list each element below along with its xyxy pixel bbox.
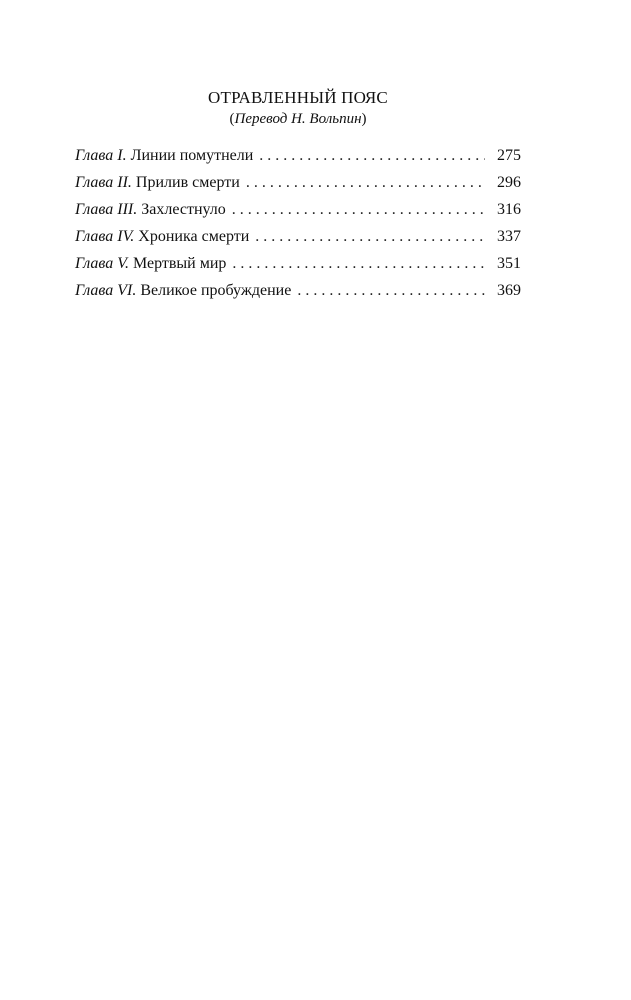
dot-leader bbox=[232, 250, 485, 277]
chapter-title: Прилив смерти bbox=[135, 174, 240, 191]
chapter-title: Линии помутнели bbox=[130, 147, 254, 164]
dot-leader bbox=[232, 196, 485, 223]
chapter-page-number: 275 bbox=[497, 147, 521, 164]
chapter-page-number: 351 bbox=[497, 255, 521, 272]
chapter-title: Мертвый мир bbox=[132, 255, 227, 272]
chapter-entry bbox=[75, 250, 521, 277]
dot-leader bbox=[246, 169, 485, 196]
chapter-prefix: Глава III. bbox=[75, 201, 138, 218]
chapter-entry bbox=[75, 223, 521, 250]
chapter-prefix: Глава V. bbox=[75, 255, 129, 272]
translator-open-paren: ( bbox=[229, 111, 235, 127]
translator-close-paren: ) bbox=[361, 111, 367, 127]
chapter-entry bbox=[75, 169, 521, 196]
chapter-title: Захлестнуло bbox=[141, 201, 226, 218]
dot-leader bbox=[297, 277, 485, 304]
translator-credit bbox=[75, 110, 521, 128]
dot-leader bbox=[255, 223, 485, 250]
dot-leader bbox=[259, 142, 485, 169]
chapter-page-number: 296 bbox=[497, 174, 521, 191]
section-title: ОТРАВЛЕННЫЙ ПОЯС bbox=[208, 88, 388, 107]
chapter-entry bbox=[75, 142, 521, 169]
translator-label: Перевод Н. Вольпин bbox=[234, 111, 362, 127]
chapter-page-number: 369 bbox=[497, 282, 521, 299]
chapter-prefix: Глава II. bbox=[75, 174, 132, 191]
chapter-title: Хроника смерти bbox=[138, 228, 250, 245]
chapter-prefix: Глава VI. bbox=[75, 282, 137, 299]
chapter-page-number: 316 bbox=[497, 201, 521, 218]
chapter-title: Великое пробуждение bbox=[140, 282, 292, 299]
chapter-page-number: 337 bbox=[497, 228, 521, 245]
chapter-entry bbox=[75, 196, 521, 223]
chapter-prefix: Глава I. bbox=[75, 147, 127, 164]
chapter-list bbox=[75, 142, 521, 304]
chapter-prefix: Глава IV. bbox=[75, 228, 135, 245]
table-of-contents bbox=[75, 86, 521, 304]
chapter-entry bbox=[75, 277, 521, 304]
